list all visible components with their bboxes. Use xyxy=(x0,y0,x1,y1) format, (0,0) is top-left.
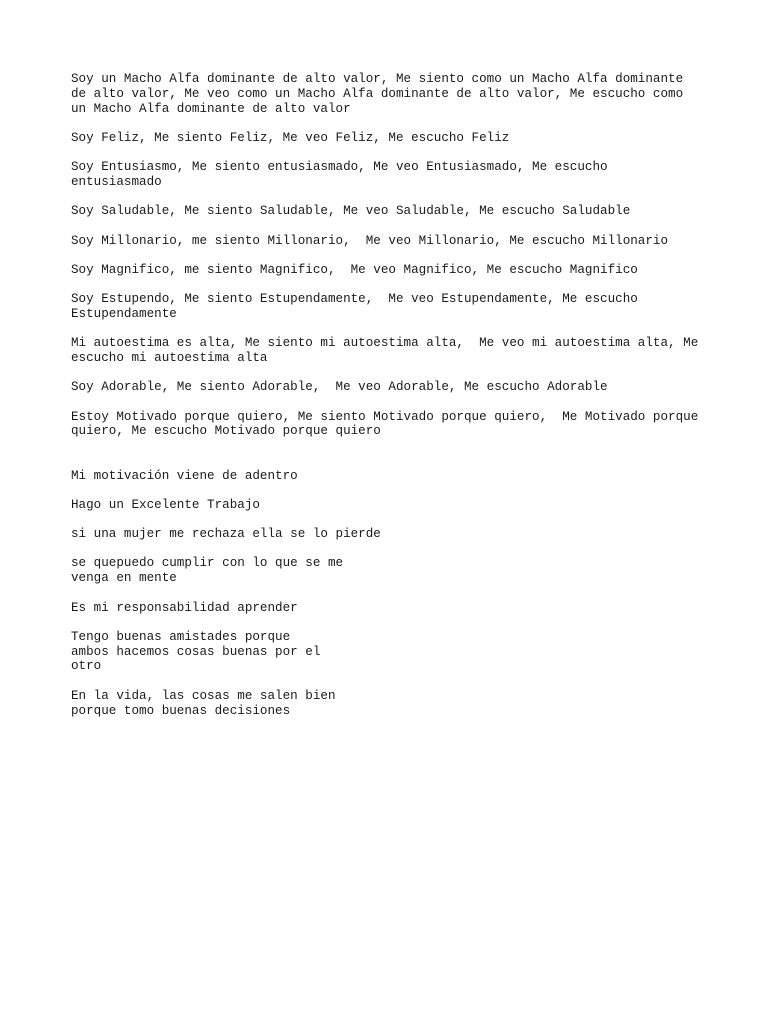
paragraph-magnifico: Soy Magnifico, me siento Magnifico, Me veo Magnifico, Me escucho Magnifico xyxy=(71,262,638,277)
paragraph-feliz: Soy Feliz, Me siento Feliz, Me veo Feliz, Me escucho Feliz xyxy=(71,130,510,145)
paragraph-millonario: Soy Millonario, me siento Millonario, Me veo Millonario, Me escucho Millonario xyxy=(71,233,669,248)
paragraph-excelente-trabajo: Hago un Excelente Trabajo xyxy=(71,497,260,512)
paragraph-cumplir: se quepuedo cumplir con lo que se me venga en mente xyxy=(71,556,344,586)
paragraph-aprender: Es mi responsabilidad aprender xyxy=(71,600,298,615)
paragraph-motivado: Estoy Motivado porque quiero, Me siento Motivado porque quiero, Me Motivado porque quiero, Me escucho Motivado porque quiero xyxy=(71,409,699,439)
paragraph-autoestima: Mi autoestima es alta, Me siento mi autoestima alta, Me veo mi autoestima alta, Me escucho mi autoestima alta xyxy=(71,336,699,366)
paragraph-adorable: Soy Adorable, Me siento Adorable, Me veo Adorable, Me escucho Adorable xyxy=(71,380,608,395)
paragraph-macho-alfa: Soy un Macho Alfa dominante de alto valor, Me siento como un Macho Alfa dominante de alto valor, Me veo como un Macho Alfa dominante de alto valor, Me escucho como un Macho Alfa dominante de alto valor xyxy=(71,72,684,116)
paragraph-spacer xyxy=(71,454,711,469)
paragraph-rechazo: si una mujer me rechaza ella se lo pierde xyxy=(71,527,381,542)
paragraph-saludable: Soy Saludable, Me siento Saludable, Me veo Saludable, Me escucho Saludable xyxy=(71,204,631,219)
paragraph-estupendo: Soy Estupendo, Me siento Estupendamente, Me veo Estupendamente, Me escucho Estupendamente xyxy=(71,292,638,321)
paragraph-entusiasmo: Soy Entusiasmo, Me siento entusiasmado, Me veo Entusiasmado, Me escucho entusiasmado xyxy=(71,160,608,189)
paragraph-decisiones: En la vida, las cosas me salen bien porque tomo buenas decisiones xyxy=(71,688,336,718)
paragraph-amistades: Tengo buenas amistades porque ambos hacemos cosas buenas por el otro xyxy=(71,629,321,674)
paragraph-motivacion: Mi motivación viene de adentro xyxy=(71,468,298,483)
document-body xyxy=(71,72,711,733)
